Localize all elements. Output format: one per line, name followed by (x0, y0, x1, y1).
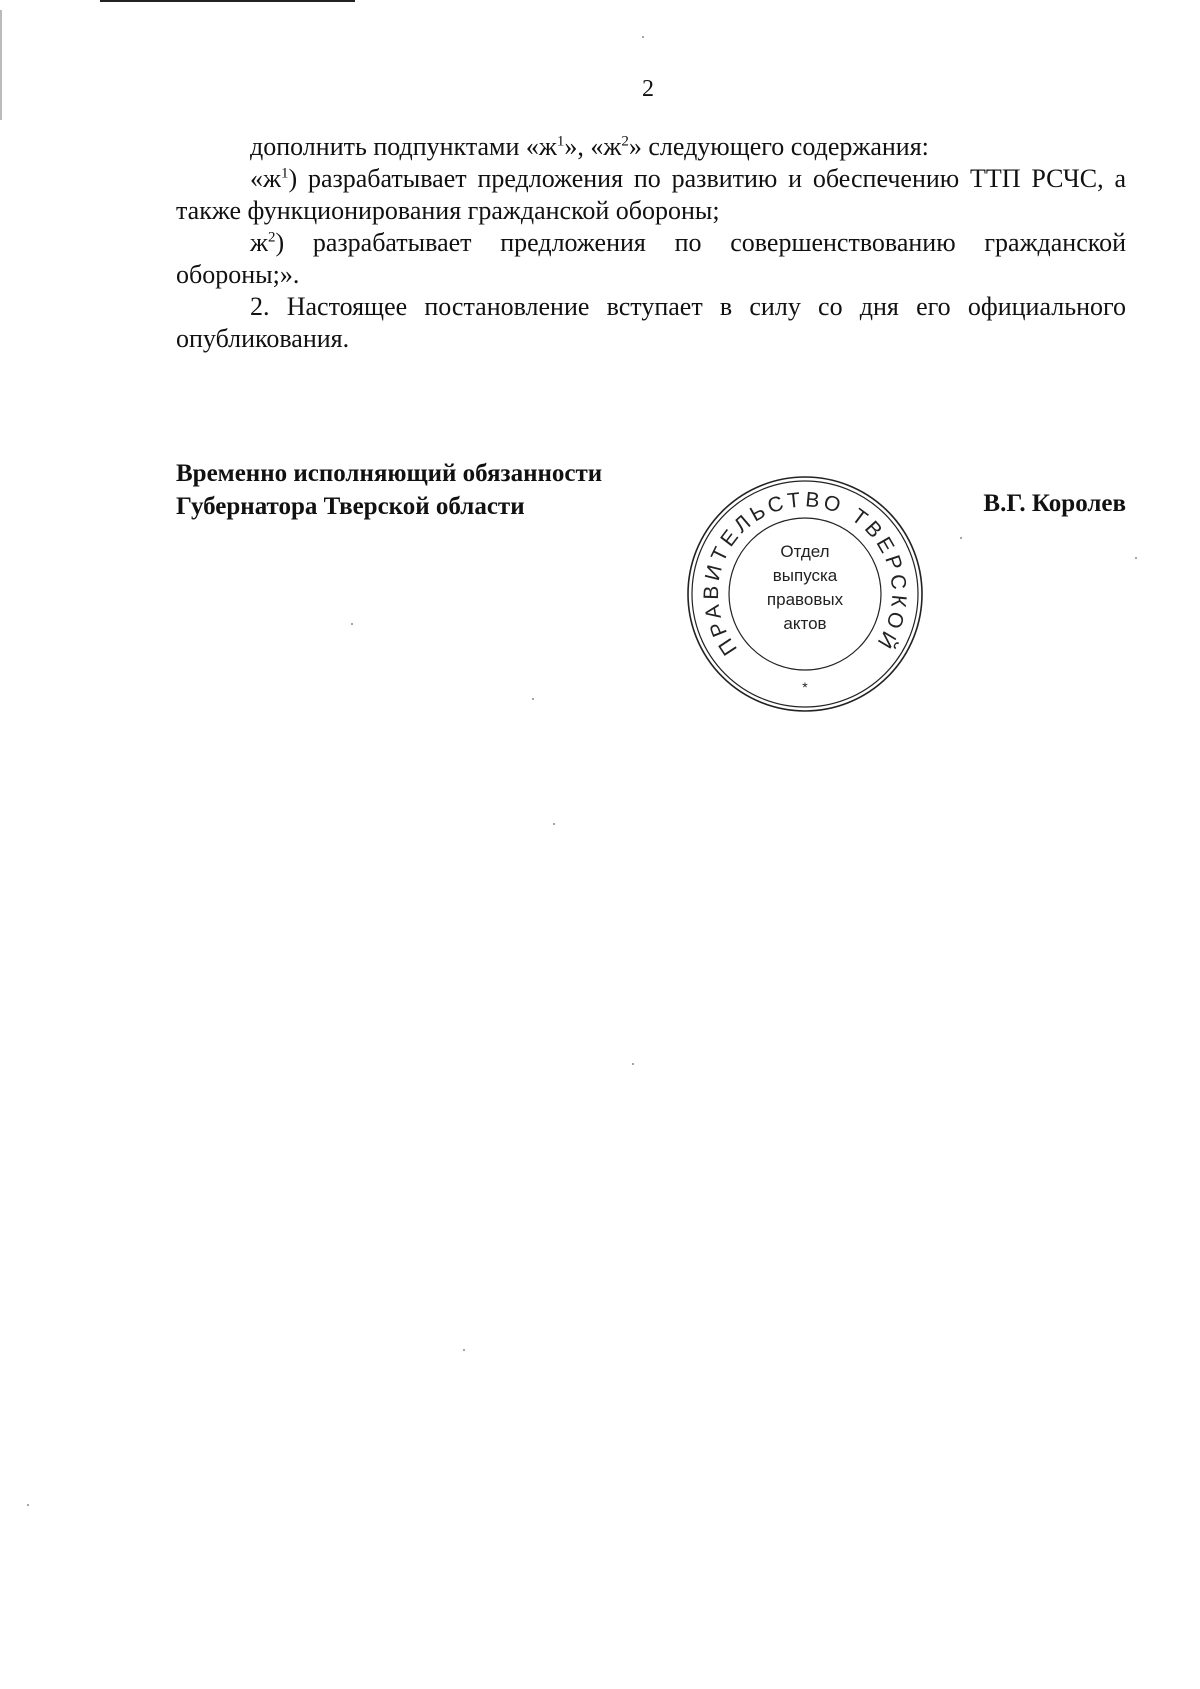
document-body (176, 131, 1126, 355)
signatory-position (176, 457, 602, 523)
signatory-position-line2: Губернатора Тверской области (176, 493, 525, 520)
stamp-center-text (685, 540, 925, 636)
paragraph-effective-date (176, 291, 1126, 355)
stamp-center-line2: выпуска (772, 566, 838, 585)
paragraph-subitem-zh1 (176, 163, 1126, 227)
stamp-ring-text: ПРАВИТЕЛЬСТВО ТВЕРСКОЙ (699, 488, 911, 660)
paragraph-subitem-zh2 (176, 227, 1126, 291)
scan-speck (642, 36, 644, 38)
scan-speck (553, 823, 555, 825)
scan-speck (632, 1063, 634, 1065)
stamp-star: * (802, 679, 808, 695)
scan-speck (351, 623, 353, 625)
scan-speck (1135, 557, 1137, 559)
official-stamp (685, 474, 925, 714)
scan-speck (463, 1349, 465, 1351)
paragraph-amendment-intro-text: дополнить подпунктами «$ж^1$», «$ж^2$» следующего содержания: (250, 132, 929, 161)
scan-speck (27, 1504, 29, 1506)
signatory-position-line1: Временно исполняющий обязанности (176, 460, 603, 487)
scan-edge (0, 10, 2, 120)
paragraph-subitem-zh2-text: $ж^2$) разрабатывает предложения по совершенствованию гражданской обороны;». (176, 228, 1126, 289)
signatory-name: В.Г. Королев (983, 490, 1126, 517)
stamp-center-line3: правовых (766, 590, 844, 609)
stamp-center-line4: актов (783, 614, 827, 633)
page-number: 2 (642, 76, 654, 102)
scan-speck (960, 537, 962, 539)
paragraph-effective-date-text: 2. Настоящее постановление вступает в силу со дня его официального опубликования. (176, 292, 1126, 353)
paragraph-amendment-intro (176, 131, 1126, 163)
scan-speck (532, 698, 534, 700)
paragraph-subitem-zh1-text: «$ж^1$) разрабатывает предложения по развитию и обеспечению ТТП РСЧС, а также функционирования гражданской обороны; (176, 164, 1126, 225)
top-rule (100, 0, 355, 2)
stamp-center-line1: Отдел (780, 542, 830, 561)
